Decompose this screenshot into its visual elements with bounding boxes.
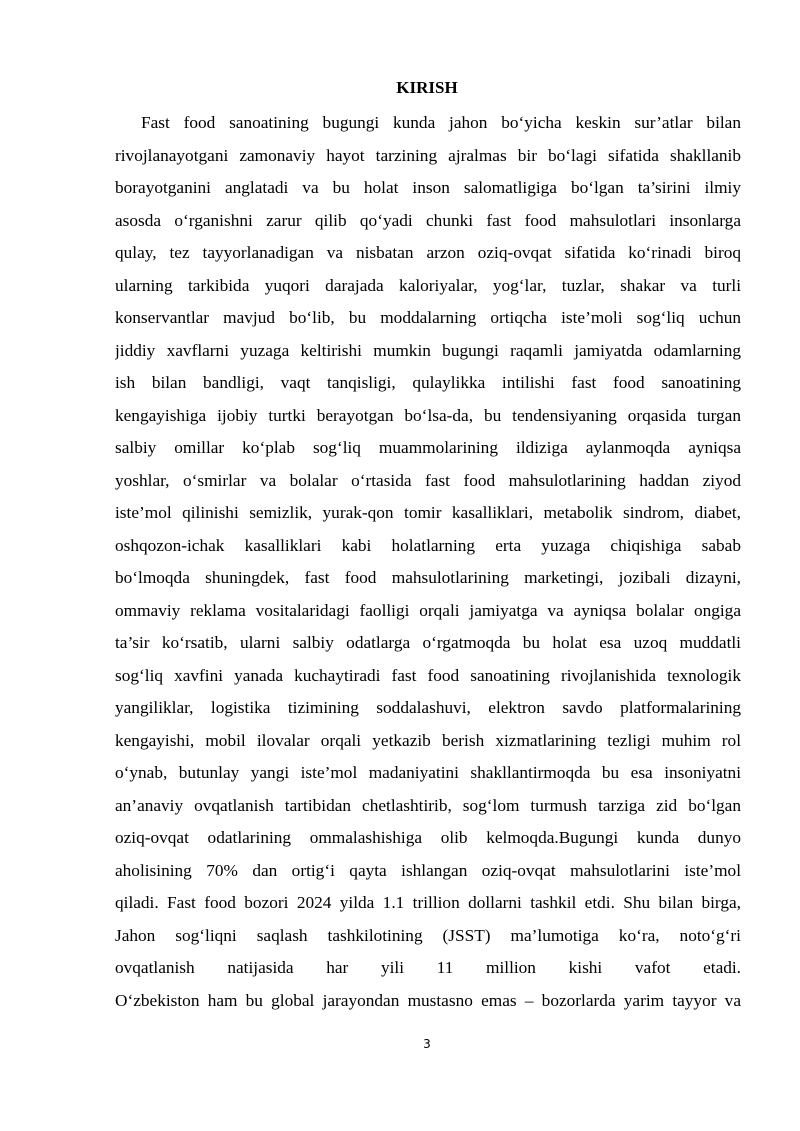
- text-line: borayotganini anglatadi va bu holat inson salomatligiga bo‘lgan ta’sirini ilmiy: [115, 178, 741, 197]
- text-line: an’anaviy ovqatlanish tartibidan chetlashtirib, sog‘lom turmush tarziga zid bo‘lgan: [115, 795, 741, 815]
- text-line: iste’mol qilinishi semizlik, yurak-qon tomir kasalliklari, metabolik sindrom, diabet,: [115, 503, 741, 522]
- text-line: kengayishi, mobil ilovalar orqali yetkazib berish xizmatlarining tezligi muhim rol: [115, 730, 741, 750]
- text-line: aholisining 70% dan ortig‘i qayta ishlangan oziq-ovqat mahsulotlarini iste’mol: [115, 860, 741, 880]
- text-line: ta’sir ko‘rsatib, ularni salbiy odatlarga o‘rgatmoqda bu holat esa uzoq muddatli: [115, 633, 741, 652]
- text-line: o‘ynab, butunlay yangi iste’mol madaniyatini shakllantirmoqda bu esa insoniyatni: [115, 763, 741, 782]
- text-line: sog‘liq xavfini yanada kuchaytiradi fast food sanoatining rivojlanishida texnologik: [115, 665, 741, 685]
- text-line: yoshlar, o‘smirlar va bolalar o‘rtasida fast food mahsulotlarining haddan ziyod: [115, 470, 741, 490]
- text-line: qulay, tez tayyorlanadigan va nisbatan arzon oziq-ovqat sifatida ko‘rinadi biroq: [115, 243, 741, 262]
- text-line: O‘zbekiston ham bu global jarayondan mustasno emas – bozorlarda yarim tayyor va: [115, 990, 741, 1010]
- text-line: ovqatlanish natijasida har yili 11 million kishi vafot etadi.: [115, 958, 741, 977]
- section-heading: KIRISH: [396, 78, 458, 97]
- text-line: Fast food sanoatining bugungi kunda jahon bo‘yicha keskin sur’atlar bilan: [141, 113, 741, 132]
- text-line: ommaviy reklama vositalaridagi faolligi orqali jamiyatga va ayniqsa bolalar ongiga: [115, 600, 741, 620]
- body-paragraph: [115, 107, 741, 1017]
- text-line: yangiliklar, logistika tizimining soddalashuvi, elektron savdo platformalarining: [115, 698, 741, 717]
- text-line: salbiy omillar ko‘plab sog‘liq muammolarining ildiziga aylanmoqda ayniqsa: [115, 438, 741, 457]
- text-line: qiladi. Fast food bozori 2024 yilda 1.1 trillion dollarni tashkil etdi. Shu bilan birga,: [115, 893, 741, 912]
- text-line: Jahon sog‘liqni saqlash tashkilotining (JSST) ma’lumotiga ko‘ra, noto‘g‘ri: [115, 925, 741, 945]
- page-number: 3: [423, 1037, 431, 1051]
- text-line: asosda o‘rganishni zarur qilib qo‘yadi chunki fast food mahsulotlari insonlarga: [115, 210, 741, 230]
- text-line: bo‘lmoqda shuningdek, fast food mahsulotlarining marketingi, jozibali dizayni,: [115, 568, 741, 587]
- text-line: rivojlanayotgani zamonaviy hayot tarzining ajralmas bir bo‘lagi sifatida shakllanib: [115, 145, 741, 165]
- text-line: jiddiy xavflarni yuzaga keltirishi mumkin bugungi raqamli jamiyatda odamlarning: [115, 340, 741, 360]
- text-line: ularning tarkibida yuqori darajada kaloriyalar, yog‘lar, tuzlar, shakar va turli: [115, 275, 741, 295]
- text-line: oziq-ovqat odatlarining ommalashishiga olib kelmoqda.Bugungi kunda dunyo: [115, 828, 741, 847]
- text-line: kengayishiga ijobiy turtki berayotgan bo‘lsa-da, bu tendensiyaning orqasida turgan: [115, 405, 741, 425]
- text-line: ish bilan bandligi, vaqt tanqisligi, qulaylikka intilishi fast food sanoatining: [115, 373, 741, 392]
- text-line: oshqozon-ichak kasalliklari kabi holatlarning erta yuzaga chiqishiga sabab: [115, 535, 741, 555]
- text-line: konservantlar mavjud bo‘lib, bu moddalarning ortiqcha iste’moli sog‘liq uchun: [115, 308, 741, 327]
